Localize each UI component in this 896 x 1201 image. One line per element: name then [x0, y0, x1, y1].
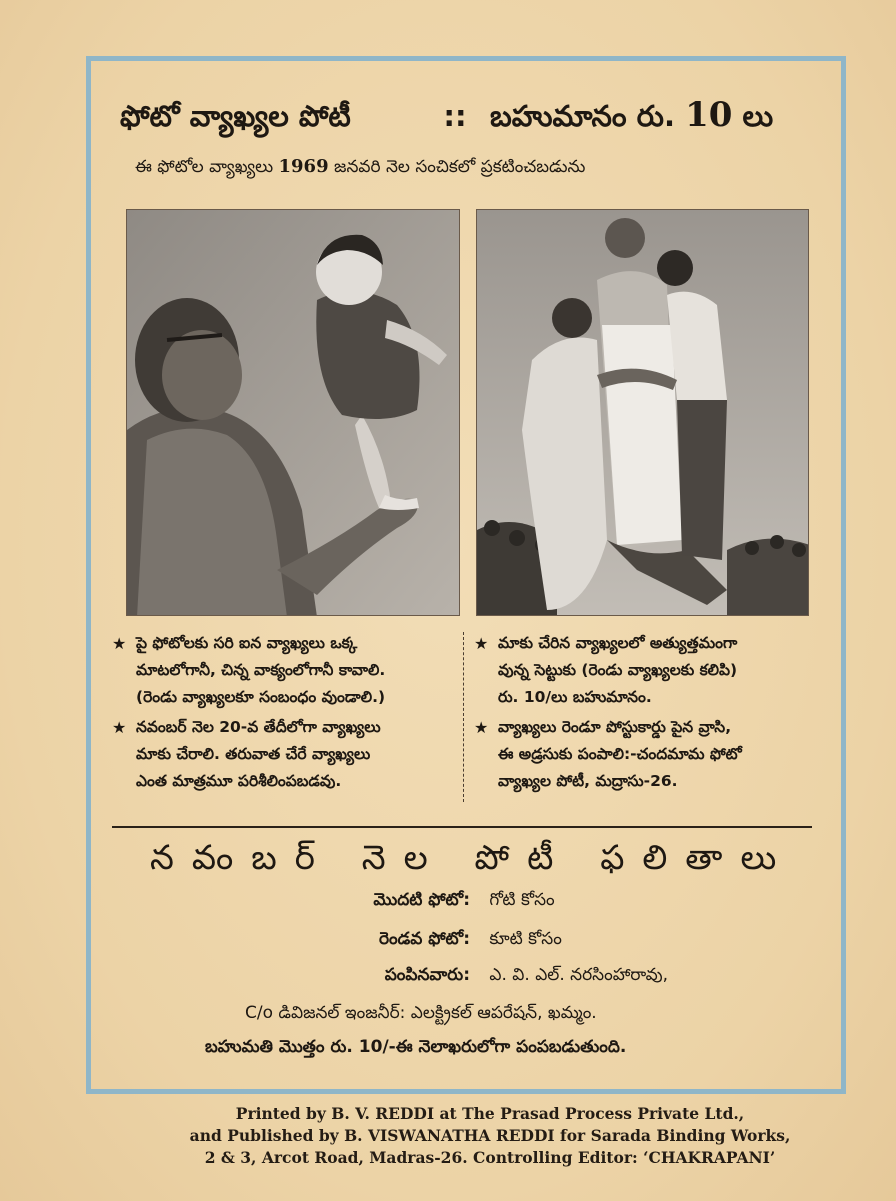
result-first-photo: [290, 890, 555, 914]
result-prize-note: బహుమతి మొత్తం రు. 10/-ఈ నెలాఖరులోగా పంపబడుతుంది.: [205, 1037, 627, 1057]
column-divider: [463, 632, 464, 802]
result-first-value: గోటి కోసం: [489, 890, 555, 910]
subtitle-suffix: జనవరి నెల సంచికలో ప్రకటించబడును: [334, 157, 586, 177]
result-sender-label: పంపినవారు:: [384, 965, 470, 985]
contest-photo-man-lifting-child: [126, 209, 460, 616]
star-icon: ★: [112, 634, 127, 653]
title-prize-suffix: లు: [742, 99, 774, 133]
contest-title: [120, 95, 820, 141]
rule-text: వ్యాఖ్యలు రెండూ పోస్టుకార్డు పైన వ్రాసి, ఈ అడ్రసుకు పంపాలి:-చందమామ ఫోటో వ్యాఖ్యల పోటీ, మద్రాసు-26.: [498, 718, 742, 790]
photo-man-lifting-child-image: [127, 210, 460, 616]
result-sender: [290, 965, 668, 989]
title-prize-prefix: బహుమానం రు.: [490, 99, 675, 133]
imprint-block: [150, 1103, 830, 1169]
rule-text: మాకు చేరిన వ్యాఖ్యలలో అత్యుత్తమంగా వున్న సెట్టుకు (రెండు వ్యాఖ్యలకు కలిపి) రు. 10/లు బహుమానం.: [498, 634, 738, 706]
star-icon: ★: [474, 718, 489, 737]
imprint-line-1: Printed by B. V. REDDI at The Prasad Process Private Ltd.,: [235, 1104, 745, 1123]
rule-text: పై ఫోటోలకు సరి ఐన వ్యాఖ్యలు ఒక్క మాటలోగానీ, చిన్న వాక్యంలోగానీ కావాలి. (రెండు వ్యాఖ్యలకూ సంబంధం వుండాలి.): [136, 634, 386, 706]
rule-item: [112, 714, 452, 795]
imprint-line-2: and Published by B. VISWANATHA REDDI for Sarada Binding Works,: [189, 1126, 791, 1145]
section-divider: [112, 826, 812, 828]
rule-item: [474, 714, 824, 795]
subtitle-prefix: ఈ ఫోటోల వ్యాఖ్యలు: [135, 157, 274, 177]
result-second-label: రెండవ ఫోటో:: [378, 929, 470, 949]
result-first-label: మొదటి ఫోటో:: [373, 890, 470, 910]
title-left: ఫోటో వ్యాఖ్యల పోటీ: [120, 99, 351, 133]
contest-subtitle: [135, 156, 815, 181]
contest-photo-acrobats: [476, 209, 809, 616]
title-prize-amount: 10: [685, 95, 733, 135]
star-icon: ★: [112, 718, 127, 737]
rule-item: [112, 630, 452, 711]
title-separator: ::: [443, 99, 467, 133]
title-prize: [490, 95, 820, 141]
result-second-photo: [290, 929, 562, 953]
imprint-line-3: 2 & 3, Arcot Road, Madras-26. Controlling Editor: ‘CHAKRAPANI’: [204, 1148, 776, 1167]
star-icon: ★: [474, 634, 489, 653]
result-address: C/o డివిజనల్ ఇంజనీర్: ఎలక్ట్రికల్ ఆపరేషన్, ఖమ్మం.: [245, 1003, 597, 1023]
rule-text: నవంబర్ నెల 20-వ తేదీలోగా వ్యాఖ్యలు మాకు చేరాలి. తరువాత చేరే వ్యాఖ్యలు ఎంత మాత్రమూ పరిశీలింపబడవు.: [136, 718, 381, 790]
result-sender-value: ఎ. వి. ఎల్. నరసింహారావు,: [489, 965, 669, 985]
rule-item: [474, 630, 824, 711]
subtitle-year: 1969: [278, 156, 329, 177]
results-heading: నవంబర్ నెల పోటీ ఫలితాలు: [150, 838, 795, 878]
rules-left-column: [112, 630, 452, 798]
photo-acrobats-image: [477, 210, 809, 616]
rules-right-column: [474, 630, 824, 798]
result-second-value: కూటి కోసం: [489, 929, 562, 949]
